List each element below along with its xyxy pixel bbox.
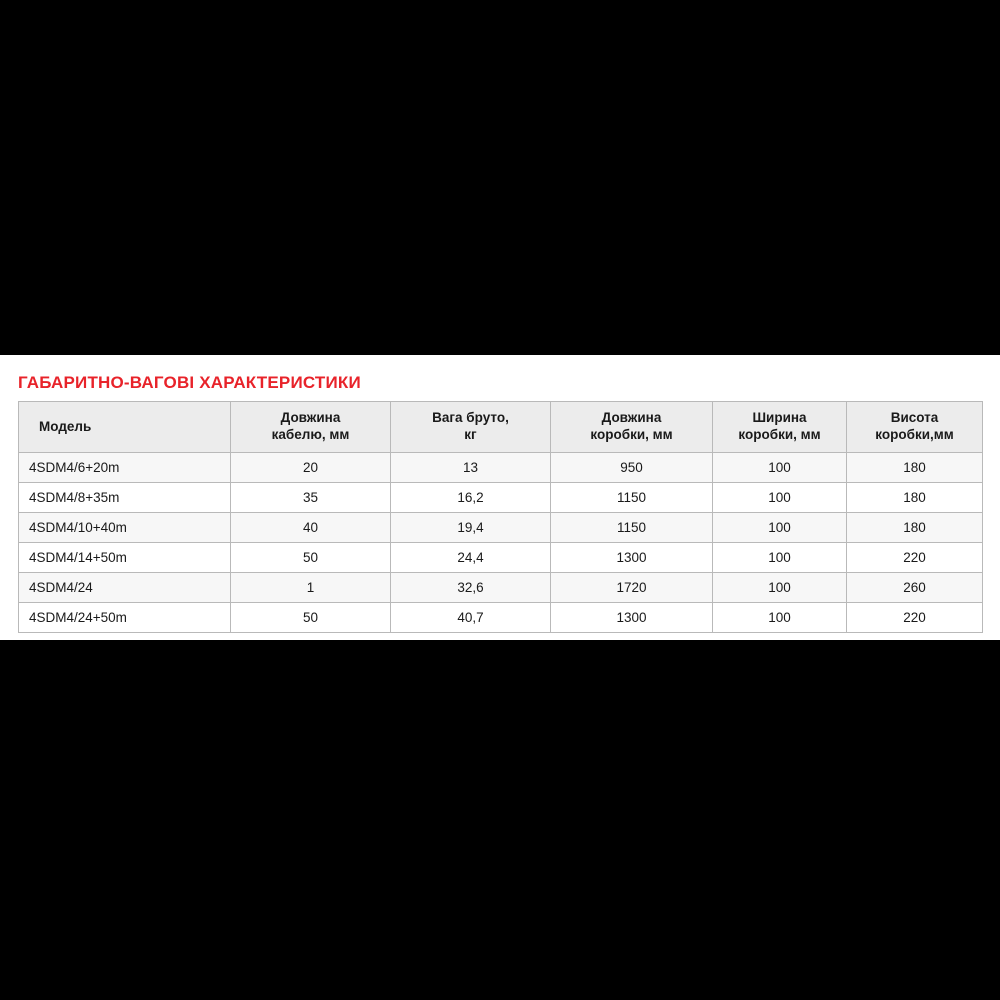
column-header-box-height-line1: Висота xyxy=(890,410,939,426)
table-header xyxy=(19,402,983,453)
column-header-box-length-line2: коробки, мм xyxy=(590,427,673,442)
column-header-box-width-line2: коробки, мм xyxy=(738,427,821,442)
cell-gross-weight: 24,4 xyxy=(391,543,551,573)
cell-box-height: 260 xyxy=(847,573,983,603)
column-header-box-width-line1: Ширина xyxy=(752,410,807,426)
cell-box-length: 1300 xyxy=(551,543,713,573)
column-header-cable-length-line1: Довжина xyxy=(280,410,341,426)
cell-box-length: 1150 xyxy=(551,483,713,513)
table-body xyxy=(19,453,983,633)
column-header-gross-weight xyxy=(391,402,551,453)
cell-gross-weight: 19,4 xyxy=(391,513,551,543)
cell-box-width: 100 xyxy=(713,603,847,633)
table-row xyxy=(19,543,983,573)
cell-box-height: 220 xyxy=(847,603,983,633)
cell-box-width: 100 xyxy=(713,453,847,483)
cell-box-width: 100 xyxy=(713,513,847,543)
table-row xyxy=(19,483,983,513)
cell-box-width: 100 xyxy=(713,483,847,513)
table-header-row xyxy=(19,402,983,453)
cell-cable-length: 1 xyxy=(231,573,391,603)
table-row xyxy=(19,453,983,483)
cell-box-width: 100 xyxy=(713,543,847,573)
spec-sheet xyxy=(0,355,1000,640)
dimensions-weight-table xyxy=(18,401,983,633)
cell-box-width: 100 xyxy=(713,573,847,603)
cell-box-height: 180 xyxy=(847,453,983,483)
cell-cable-length: 40 xyxy=(231,513,391,543)
page-title: ГАБАРИТНО-ВАГОВІ ХАРАКТЕРИСТИКИ xyxy=(18,373,361,392)
column-header-cable-length-line2: кабелю, мм xyxy=(271,427,350,442)
column-header-cable-length xyxy=(231,402,391,453)
cell-model: 4SDM4/6+20m xyxy=(19,453,231,483)
column-header-box-length xyxy=(551,402,713,453)
cell-box-height: 220 xyxy=(847,543,983,573)
table-row xyxy=(19,513,983,543)
column-header-box-height-line2: коробки,мм xyxy=(875,427,954,442)
cell-model: 4SDM4/10+40m xyxy=(19,513,231,543)
cell-model: 4SDM4/8+35m xyxy=(19,483,231,513)
cell-box-height: 180 xyxy=(847,483,983,513)
cell-box-height: 180 xyxy=(847,513,983,543)
table-row xyxy=(19,573,983,603)
table-row xyxy=(19,603,983,633)
column-header-box-length-line1: Довжина xyxy=(601,410,662,426)
cell-cable-length: 50 xyxy=(231,603,391,633)
cell-box-length: 1150 xyxy=(551,513,713,543)
cell-cable-length: 35 xyxy=(231,483,391,513)
cell-model: 4SDM4/14+50m xyxy=(19,543,231,573)
cell-box-length: 1720 xyxy=(551,573,713,603)
cell-gross-weight: 16,2 xyxy=(391,483,551,513)
cell-cable-length: 20 xyxy=(231,453,391,483)
column-header-box-width xyxy=(713,402,847,453)
cell-gross-weight: 13 xyxy=(391,453,551,483)
column-header-box-height xyxy=(847,402,983,453)
column-header-model xyxy=(19,402,231,453)
cell-box-length: 1300 xyxy=(551,603,713,633)
cell-model: 4SDM4/24+50m xyxy=(19,603,231,633)
cell-cable-length: 50 xyxy=(231,543,391,573)
cell-model: 4SDM4/24 xyxy=(19,573,231,603)
cell-gross-weight: 32,6 xyxy=(391,573,551,603)
cell-box-length: 950 xyxy=(551,453,713,483)
cell-gross-weight: 40,7 xyxy=(391,603,551,633)
column-header-model-line1: Модель xyxy=(39,418,92,434)
column-header-gross-weight-line1: Вага бруто, xyxy=(432,410,509,426)
column-header-gross-weight-line2: кг xyxy=(464,427,477,442)
